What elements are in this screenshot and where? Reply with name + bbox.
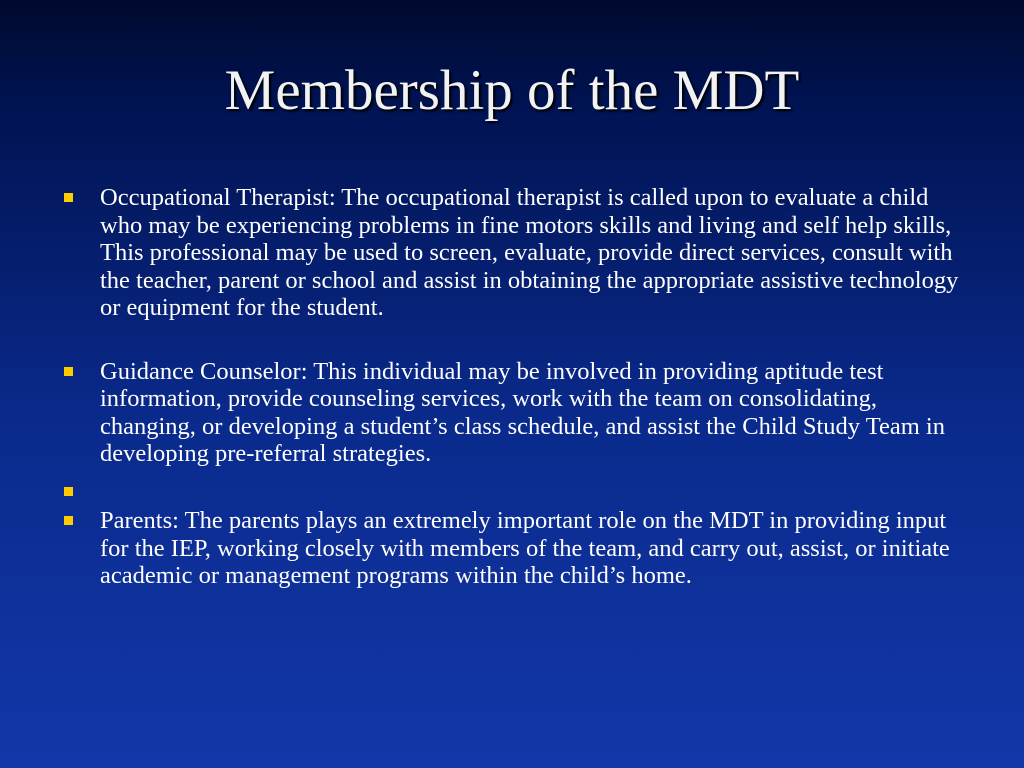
bullet-item-occupational-therapist [62,184,972,322]
bullet-list [62,184,972,590]
bullet-item-empty [62,478,972,506]
bullet-item-guidance-counselor [62,358,972,468]
bullet-text: Parents: The parents plays an extremely important role on the MDT in providing input for the IEP, working closely with members of the team, and carry out, assist, or initiate academic or management programs within the child’s home. [100,507,950,589]
slide-title: Membership of the MDT [224,59,800,122]
square-bullet-icon [64,516,73,525]
bullet-text: Guidance Counselor: This individual may be involved in providing aptitude test information, provide counseling services, work with the team on consolidating, changing, or developing a student’s class schedule, and assist the Child Study Team in developing pre-referral strategies. [100,357,945,467]
square-bullet-icon [64,367,73,376]
square-bullet-icon [64,193,73,202]
square-bullet-icon [64,487,73,496]
bullet-text: Occupational Therapist: The occupational therapist is called upon to evaluate a child who may be experiencing problems in fine motors skills and living and self help skills, This professional may be used to screen, evaluate, provide direct services, consult with the teacher, parent or school and assist in obtaining the appropriate assistive technology or equipment for the student. [100,184,959,321]
bullet-item-parents [62,507,972,590]
